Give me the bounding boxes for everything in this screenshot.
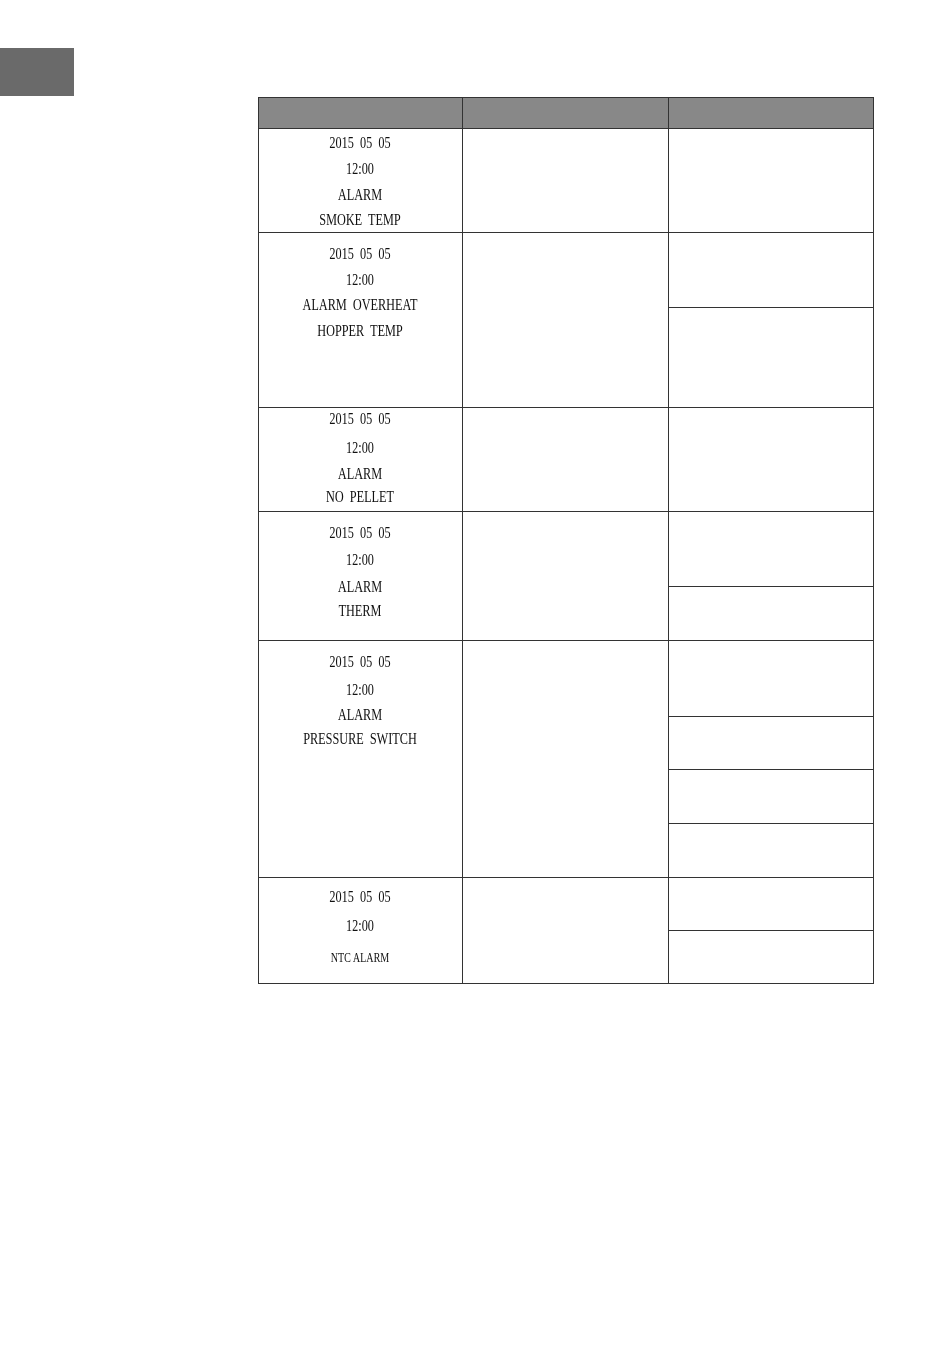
row-divider [258,128,874,129]
table-border-left [258,97,259,984]
display-alarm-line: NTC ALARM [330,951,390,966]
display-time: 12:00 [346,916,374,935]
display-date: 2015 05 05 [329,244,391,263]
display-date: 2015 05 05 [329,133,391,152]
sub-row-divider [668,307,874,308]
display-alarm-type: HOPPER TEMP [317,321,403,340]
column-divider [462,97,463,984]
display-alarm-line: ALARM [337,577,383,596]
row-divider [258,640,874,641]
display-time: 12:00 [346,270,374,289]
display-date: 2015 05 05 [329,523,391,542]
column-divider [668,97,669,984]
display-alarm-type: THERM [338,601,382,620]
display-alarm-type: NO PELLET [326,487,394,506]
display-alarm-line: ALARM [337,464,383,483]
display-time: 12:00 [346,438,374,457]
row-divider [258,877,874,878]
display-alarm-line: ALARM [337,705,383,724]
display-time: 12:00 [346,680,374,699]
display-date: 2015 05 05 [329,652,391,671]
alarm-table [258,97,874,984]
display-time: 12:00 [346,550,374,569]
sub-row-divider [668,823,874,824]
display-time: 12:00 [346,159,374,178]
sub-row-divider [668,716,874,717]
display-alarm-line: ALARM OVERHEAT [302,295,418,314]
language-tab [0,48,74,96]
row-divider [258,232,874,233]
display-alarm-type: PRESSURE SWITCH [303,729,417,748]
table-border-top [258,97,874,98]
display-alarm-type: SMOKE TEMP [319,210,401,229]
row-divider [258,407,874,408]
sub-row-divider [668,930,874,931]
table-border-right [873,97,874,984]
table-header [258,97,874,128]
display-date: 2015 05 05 [329,409,391,428]
sub-row-divider [668,769,874,770]
row-divider [258,511,874,512]
display-date: 2015 05 05 [329,887,391,906]
table-border-bottom [258,983,874,984]
display-alarm-line: ALARM [337,185,383,204]
sub-row-divider [668,586,874,587]
